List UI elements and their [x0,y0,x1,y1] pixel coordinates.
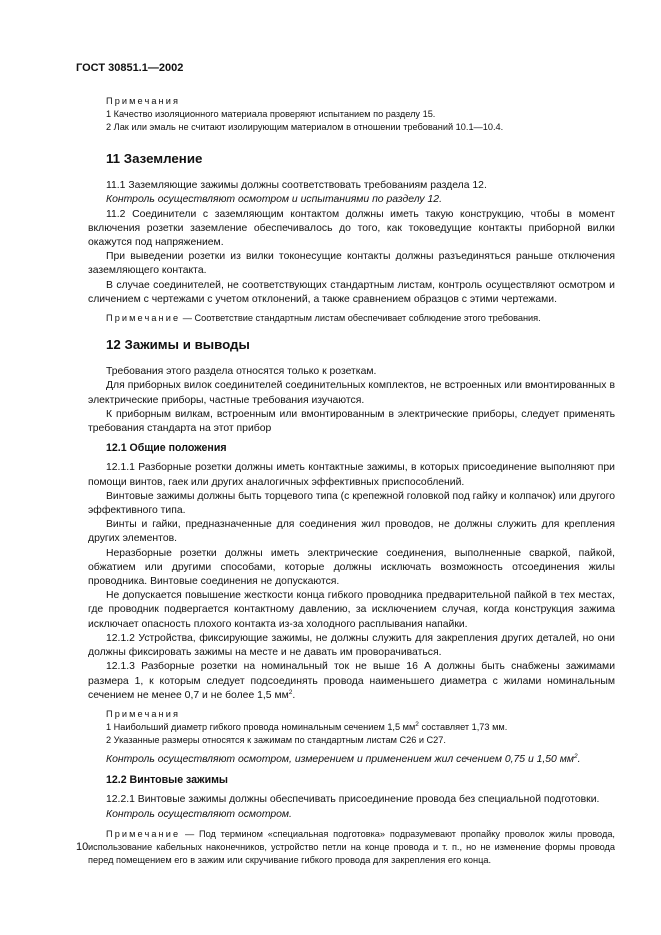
note-text: — Соответствие стандартным листам обеспечивает соблюдение этого требования. [182,313,541,324]
note-item: 1 Качество изоляционного материала проверяют испытанием по разделу 15. [106,109,436,119]
note-label: Примечание [106,828,181,839]
paragraph [88,660,615,703]
paragraph-end: . [292,689,296,701]
section-title: 11 Заземление [106,151,203,166]
note-item: 2 Лак или эмаль не считают изолирующим материалом в отношении требований 10.1—10.4. [106,122,504,132]
note [88,312,615,325]
paragraph: Винтовые зажимы должны быть торцевого типа (с крепежной головкой под гайку и колпачок) или другого эффективного типа. [88,490,615,517]
paragraph: При выведении розетки из вилки токонесущие контакты должны разъединяться раньше отключения заземляющего контакта. [88,251,615,277]
note-item: 2 Указанные размеры относятся к зажимам по стандартным листам С26 и С27. [106,734,446,745]
notes-label: Примечания [106,96,181,106]
paragraph-text: Контроль осуществляют осмотром, измерением и применением жил сечением 0,75 и 1,50 мм [106,753,574,765]
note-label: Примечание [106,313,181,324]
paragraph-text: 12.1.3 Разборные розетки на номинальный ток не выше 16 А должны быть снабжены зажимами размера 1, к которым следует подсоединять провода наименьшего диаметра с жилами номинальным сечением не менее 0,7 и не более 1,5 мм [88,661,615,701]
note [88,828,615,867]
note-text: 1 Наибольший диаметр гибкого провода номинальным сечением 1,5 мм [106,721,416,732]
paragraph: Для приборных вилок соединителей соединительных комплектов, не встроенных или вмонтированных в электрические приборы, частные требования изучаются. [88,380,615,406]
paragraph: Не допускается повышение жесткости конца гибкого проводника предварительной пайкой в тех местах, где проводник подвергается контактному давлению, за исключением случая, когда конструкция зажима исключает опасность плохого контакта из-за холодного расплывания напайки. [88,590,615,630]
document-header: ГОСТ 30851.1—2002 [76,62,184,74]
superscript: 2 [573,752,578,760]
paragraph: Контроль осуществляют осмотром. [106,808,292,820]
subsection-title: 12.1 Общие положения [106,442,227,455]
paragraph: В случае соединителей, не соответствующих стандартным листам, контроль осуществляют осмотром и сличением с чертежами с учетом отклонений, а также сравнением образцов с этими чертежами. [88,279,615,305]
paragraph-end: . [577,753,581,765]
notes-label: Примечания [106,708,181,719]
note-text: — Под термином «специальная подготовка» подразумевают пропайку проволок жилы провода, использование кабельных наконечников, устройство петли на конце провода и т. п., но не изменение формы провода перед помещением его в зажим или скручивание гибкого провода для закрепления его конца. [88,828,615,865]
paragraph: К приборным вилкам, встроенным или вмонтированным в электрические приборы, следует применять требования стандарта на этот прибор [88,408,615,435]
note-item [88,721,615,734]
paragraph: 12.1.2 Устройства, фиксирующие зажимы, не должны служить для закрепления других деталей, но они должны фиксировать зажимы на месте и не давать им проворачиваться. [88,632,615,659]
subsection-title: 12.2 Винтовые зажимы [106,774,228,787]
paragraph: 12.2.1 Винтовые зажимы должны обеспечивать присоединение провода без специальной подготовки. [106,794,600,806]
paragraph [88,753,615,767]
page-content [88,95,615,867]
paragraph: 11.1 Заземляющие зажимы должны соответствовать требованиям раздела 12. [106,180,487,192]
paragraph: Требования этого раздела относятся только к розеткам. [106,366,377,378]
paragraph: Контроль осуществляют осмотром и испытаниями по разделу 12. [106,194,442,206]
paragraph: Неразборные розетки должны иметь электрические соединения, выполненные сваркой, пайкой, обжатием или другими способами, которые должны исключать возможность отсоединения жилы проводника. Винтовые соединения не допускаются. [88,547,615,588]
superscript: 2 [415,720,419,728]
note-end: составляет 1,73 мм. [418,721,508,732]
paragraph: 12.1.1 Разборные розетки должны иметь контактные зажимы, в которых присоединение выполняют при помощи винтов, гаек или других аналогичных эффективных приспособлений. [88,462,615,488]
page-number: 10 [76,841,89,853]
superscript: 2 [288,688,293,696]
paragraph: Винты и гайки, предназначенные для соединения жил проводов, не должны служить для крепления других элементов. [88,519,615,545]
paragraph: 11.2 Соединители с заземляющим контактом должны иметь такую конструкцию, чтобы в момент включения розетки заземление обеспечивалось до того, как токоведущие контакты приборной вилки окажутся под напряжением. [88,208,615,249]
section-title: 12 Зажимы и выводы [106,337,250,353]
